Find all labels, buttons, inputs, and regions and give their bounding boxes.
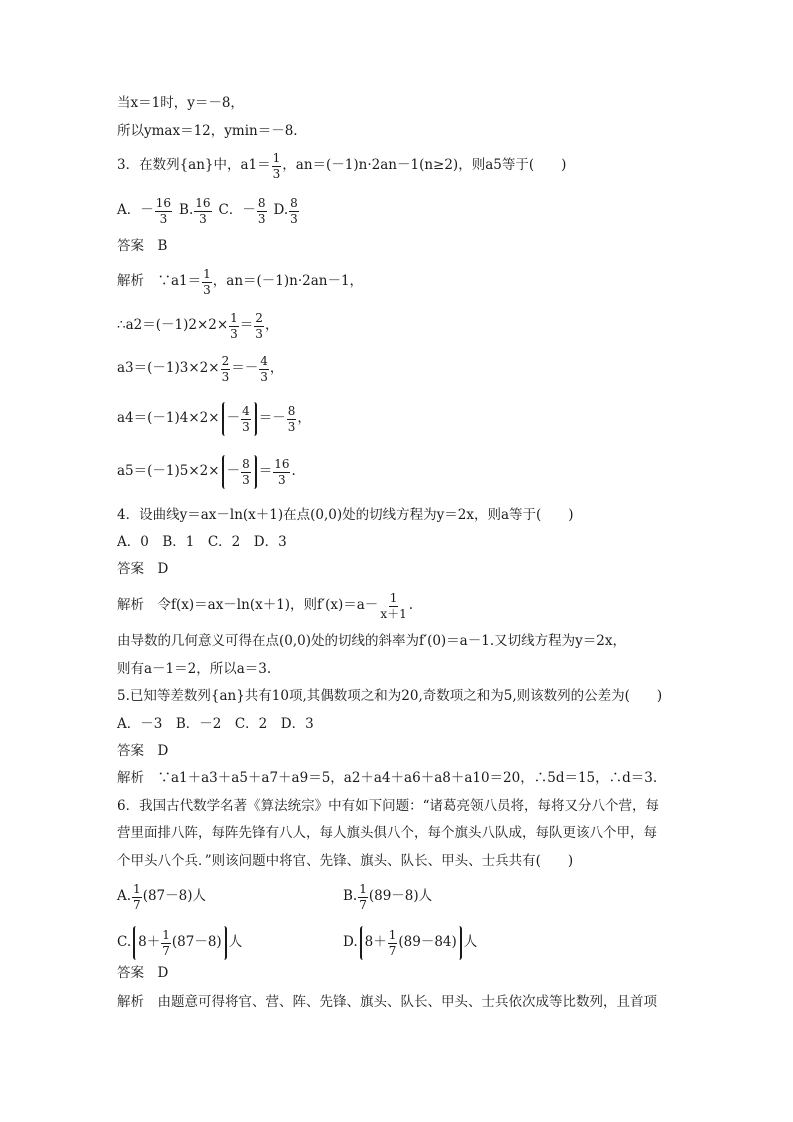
- bracket-group: [360, 926, 462, 960]
- question-4-stem: [117, 509, 574, 523]
- fraction: $\frac{1}{3}$: [203, 267, 211, 297]
- text: 答案 D: [117, 743, 169, 759]
- text: ＝: [239, 317, 254, 334]
- text: 当x＝1时，y＝－8，: [117, 95, 244, 111]
- question-6-line1: [117, 800, 659, 814]
- fraction: $\frac{1}{7}$: [162, 927, 170, 958]
- bracket-group: [222, 455, 257, 489]
- text-line: [117, 97, 244, 111]
- question-6-option-a: [117, 883, 206, 911]
- question-6-option-b: [343, 883, 432, 911]
- analysis-5: [117, 772, 657, 786]
- fraction: $\frac{16}{3}$: [195, 196, 211, 226]
- text: 答案 D: [117, 561, 169, 577]
- option-b: B.: [179, 202, 194, 219]
- text: (87－8): [171, 934, 222, 951]
- text: 答案 B: [117, 238, 168, 254]
- text: 解析 令f(x)＝ax－ln(x＋1)，则f′(x)＝a－: [117, 597, 379, 614]
- equation-line: [117, 312, 278, 340]
- question-6-line2: [117, 827, 657, 841]
- text: A.: [117, 888, 132, 905]
- analysis-4-line3: [117, 663, 271, 677]
- fraction: $\frac{2}{3}$: [255, 311, 263, 341]
- fraction: $\frac{4}{3}$: [242, 403, 250, 434]
- bracket-group: [133, 926, 227, 960]
- question-3-options: [117, 197, 300, 225]
- text: 3．在数列{an}中，a1＝: [117, 157, 271, 174]
- text: 6．我国古代数学名著《算法统宗》中有如下问题：“诸葛亮领八员将，每将又分八个营，每: [117, 798, 659, 814]
- text: ，: [264, 317, 279, 334]
- option-a: A．－: [117, 202, 154, 219]
- text: －: [226, 463, 241, 480]
- question-6-option-c: [117, 926, 242, 960]
- text: 营里面排八阵，每阵先锋有八人，每人旗头俱八个，每个旗头八队成，每队更该八个甲，每: [117, 825, 657, 841]
- option-c: C．－: [218, 202, 256, 219]
- text: 8＋: [364, 934, 387, 951]
- text: 解析 由题意可得将官、营、阵、先锋、旗头、队长、甲头、士兵依次成等比数列，且首项: [117, 994, 657, 1010]
- question-4-options: [117, 536, 287, 550]
- text: A．－3 B．－2 C．2 D．3: [117, 716, 314, 732]
- question-5-stem: [117, 690, 662, 704]
- answer-5: [117, 745, 168, 759]
- question-6-line3: [117, 855, 573, 869]
- fraction: $\frac{4}{3}$: [260, 354, 268, 384]
- answer-6: [117, 967, 168, 981]
- analysis-3: [117, 268, 363, 296]
- text: (89－84): [398, 934, 457, 951]
- fraction: $\frac{1}{7}$: [388, 927, 397, 958]
- bracket-group: [222, 402, 257, 436]
- fraction: $\frac{1}{x+1}$: [380, 591, 407, 621]
- text: 5.已知等差数列{an}共有10项,其偶数项之和为20,奇数项之和为5,则该数列的公差为( ): [117, 688, 663, 704]
- text: 个甲头八个兵．”则该问题中将官、先锋、旗头、队长、甲头、士兵共有( ): [117, 853, 574, 869]
- question-6-option-d: [343, 926, 477, 960]
- fraction: $\frac{8}{3}$: [242, 456, 250, 487]
- question-5-options: [117, 718, 314, 732]
- fraction: $\frac{16}{3}$: [274, 456, 290, 487]
- text-line: [117, 125, 298, 139]
- text: ，: [269, 360, 284, 377]
- fraction: $\frac{16}{3}$: [155, 196, 172, 226]
- text: 解析 ∵a1＝: [117, 273, 202, 290]
- text: 8＋: [138, 934, 161, 951]
- text: ，: [297, 410, 311, 427]
- text: 则有a－1＝2，所以a＝3.: [117, 661, 272, 677]
- equation-line: [117, 402, 311, 436]
- text: －: [226, 410, 241, 427]
- text: .: [408, 597, 414, 614]
- fraction: $\frac{1}{3}$: [230, 311, 238, 341]
- text: 解析 ∵a1＋a3＋a5＋a7＋a9＝5，a2＋a4＋a6＋a8＋a10＝20，∴5d＝15，∴d＝3.: [117, 770, 658, 786]
- text: D.: [343, 934, 358, 951]
- fraction: $\frac{1}{7}$: [359, 882, 367, 912]
- question-3-stem: [117, 152, 566, 180]
- text: 所以ymax＝12，ymin＝－8.: [117, 123, 298, 139]
- text: a5＝(－1)5×2×: [117, 463, 220, 480]
- text: 由导数的几何意义可得在点(0,0)处的切线的斜率为f′(0)＝a－1.又切线方程为y＝2x，: [117, 633, 626, 649]
- answer-4: [117, 563, 168, 577]
- text: ＝: [258, 463, 273, 480]
- equation-line: [117, 455, 296, 489]
- text: C.: [117, 934, 132, 951]
- text: a3＝(－1)3×2×: [117, 360, 220, 377]
- text: 答案 D: [117, 965, 169, 981]
- analysis-6: [117, 996, 657, 1010]
- fraction: $\frac{8}{3}$: [290, 196, 298, 226]
- text: 人: [228, 934, 243, 951]
- text: ，an＝(－1)n·2an－1(n≥2)，则a5等于( ): [282, 157, 567, 174]
- text: (89－8)人: [368, 888, 433, 905]
- text: A．0 B．1 C．2 D．3: [117, 534, 287, 550]
- text: 4．设曲线y＝ax－ln(x＋1)在点(0,0)处的切线方程为y＝2x，则a等于( ): [117, 507, 574, 523]
- text: B.: [343, 888, 358, 905]
- answer-3: [117, 240, 167, 254]
- analysis-4-line2: [117, 635, 626, 649]
- fraction: $\frac{1}{7}$: [133, 882, 141, 912]
- option-d: D.: [273, 202, 289, 219]
- text: ∴a2＝(－1)2×2×: [117, 317, 229, 334]
- text: ＝－: [231, 360, 259, 377]
- fraction: $\frac{1}{3}$: [272, 151, 281, 181]
- text: 人: [463, 934, 478, 951]
- text: .: [291, 463, 296, 480]
- fraction: $\frac{2}{3}$: [221, 354, 230, 384]
- text: ，an＝(－1)n·2an－1，: [212, 273, 364, 290]
- text: a4＝(－1)4×2×: [117, 410, 220, 427]
- fraction: $\frac{8}{3}$: [257, 196, 266, 226]
- text: ＝－: [258, 410, 286, 427]
- equation-line: [117, 355, 283, 383]
- text: (87－8)人: [142, 888, 206, 905]
- fraction: $\frac{8}{3}$: [287, 403, 296, 434]
- analysis-4: [117, 592, 413, 620]
